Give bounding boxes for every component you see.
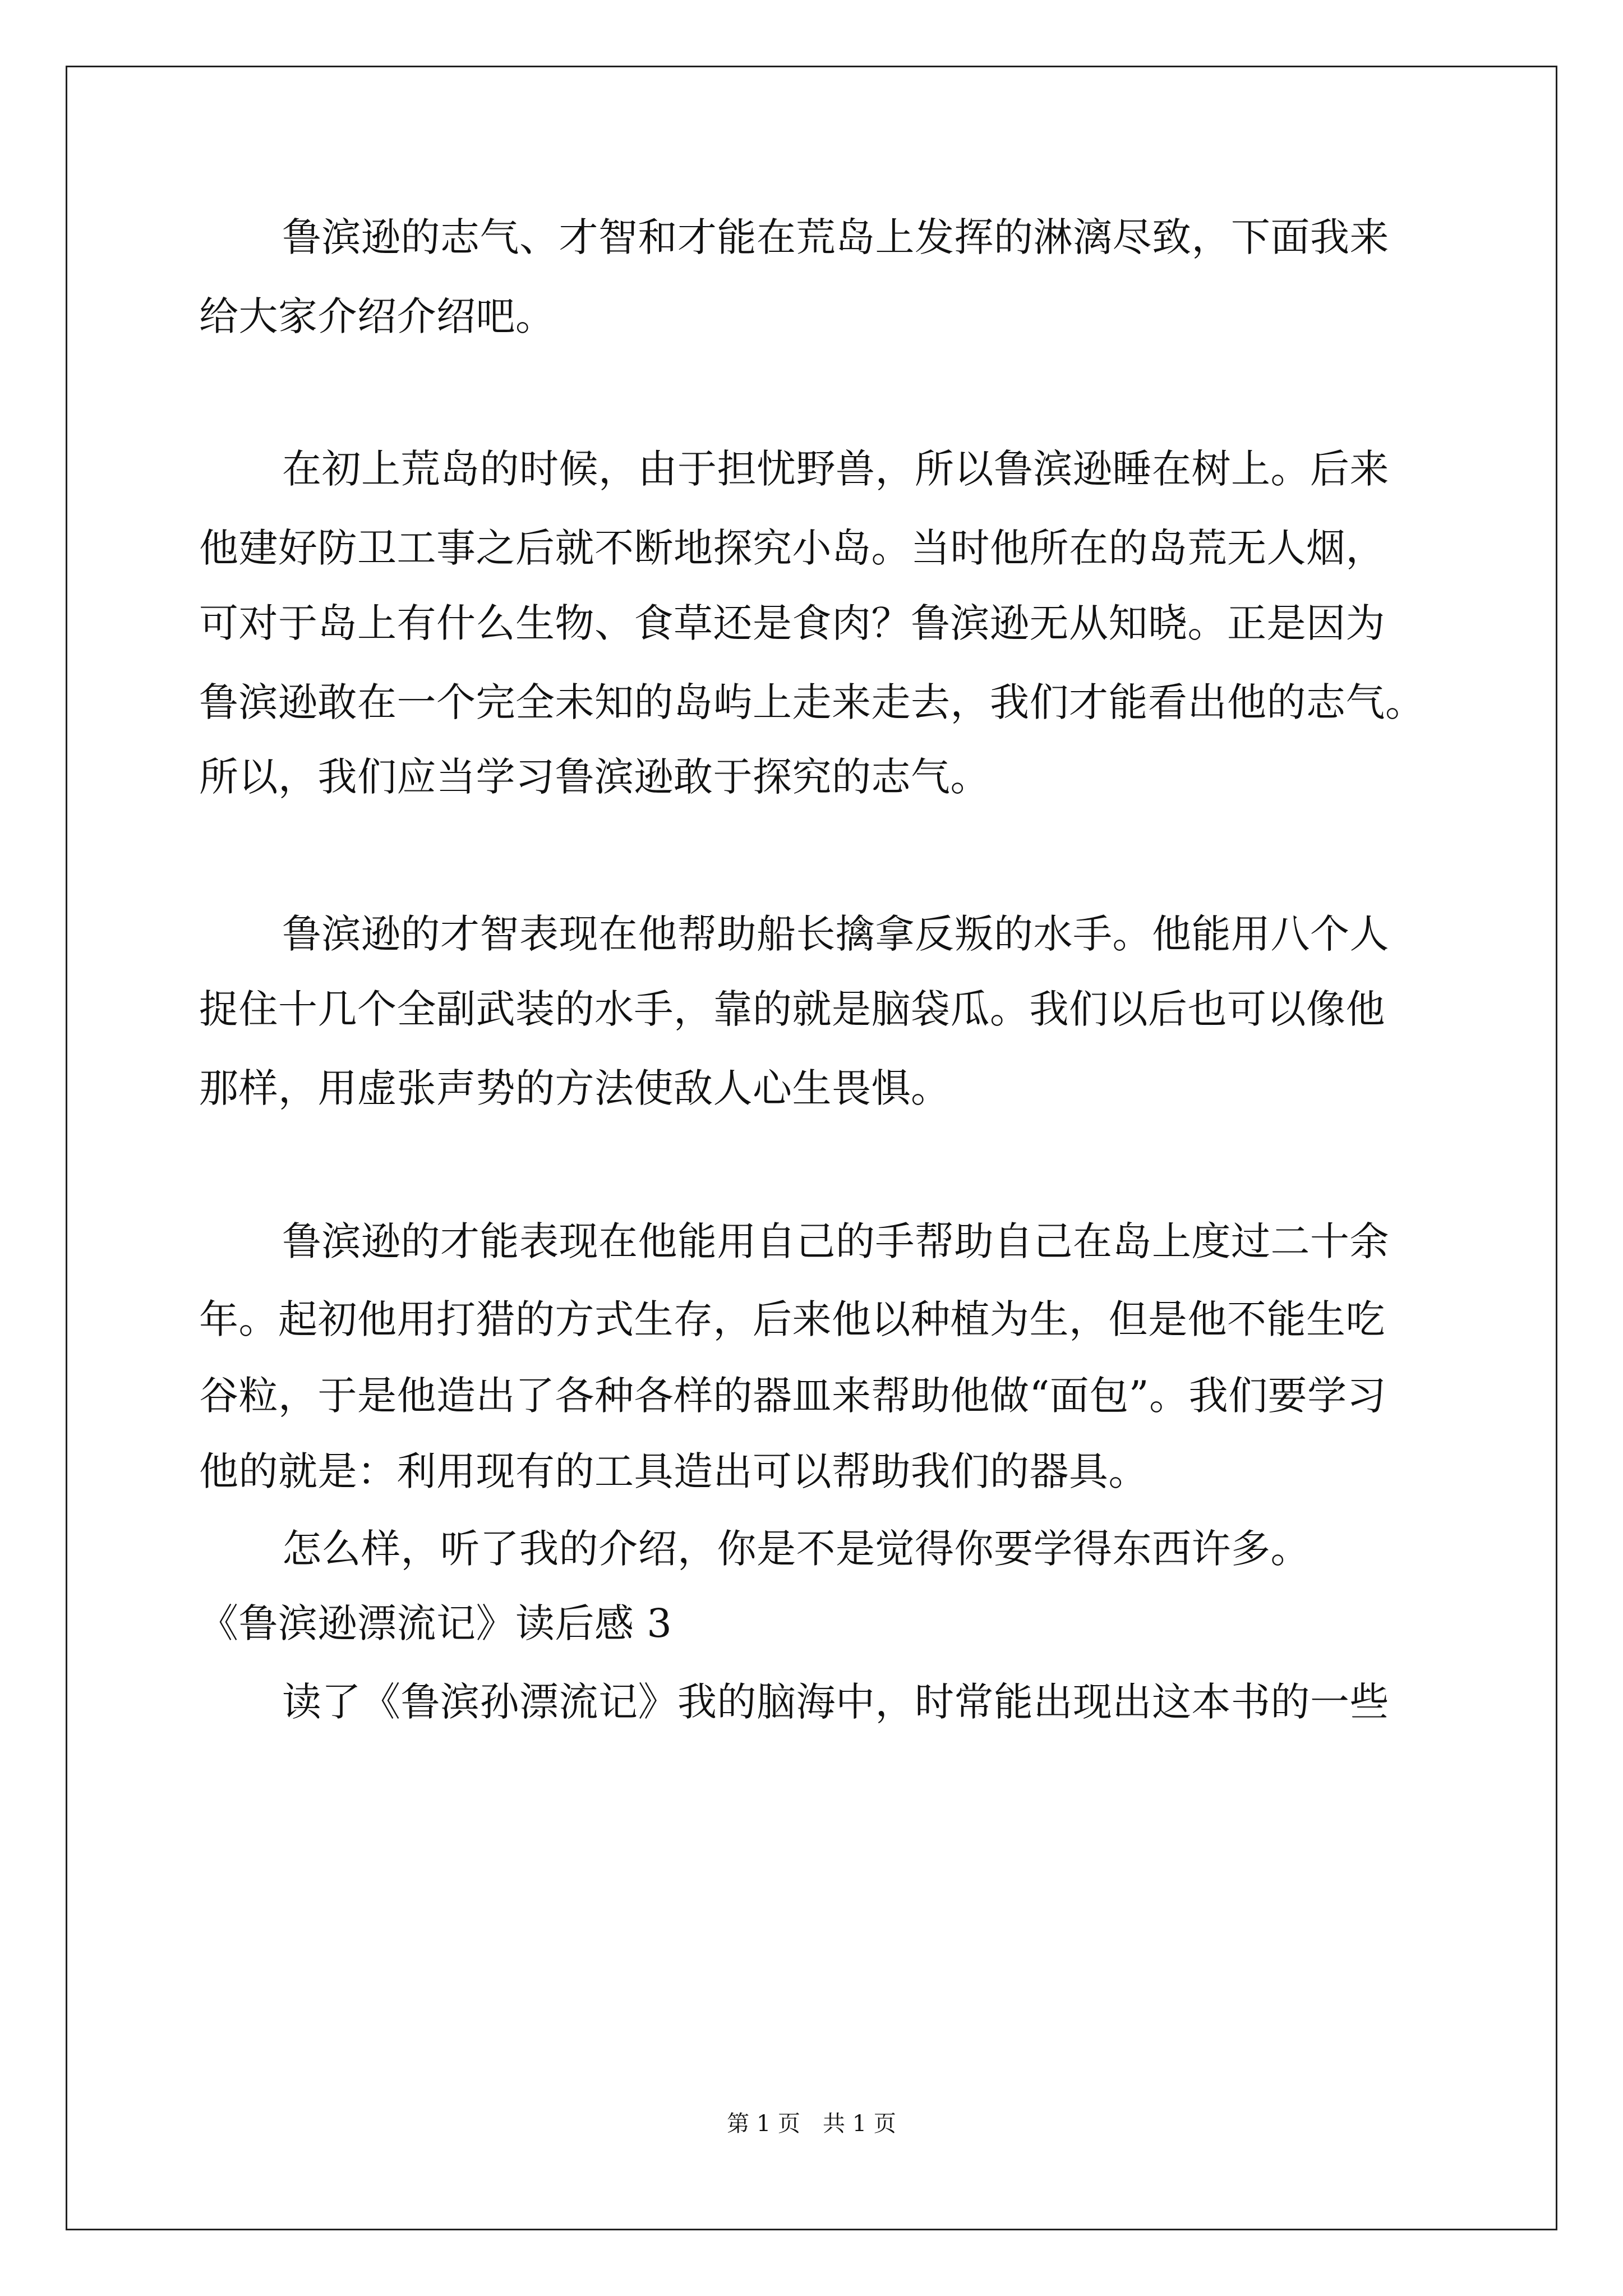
paragraph-2-line-2: 他建好防卫工事之后就不断地探究小岛。当时他所在的岛荒无人烟， [199,525,1385,571]
paragraph-2-line-4: 鲁滨逊敢在一个完全未知的岛屿上走来走去，我们才能看出他的志气。 [199,679,1425,725]
paragraph-3-line-3: 那样，用虚张声势的方法使敌人心生畏惧。 [199,1065,951,1111]
paragraph-1-line-2: 给大家介绍介绍吧。 [199,293,555,339]
paragraph-4-line-1: 鲁滨逊的才能表现在他能用自己的手帮助自己在岛上度过二十余 [282,1218,1389,1264]
paragraph-3-line-2: 捉住十几个全副武装的水手，靠的就是脑袋瓜。我们以后也可以像他 [199,986,1385,1032]
page-footer [0,2113,1623,2135]
paragraph-4-line-2: 年。起初他用打猎的方式生存，后来他以种植为生，但是他不能生吃 [199,1296,1385,1342]
paragraph-5-line-1: 怎么样，听了我的介绍，你是不是觉得你要学得东西许多。 [282,1526,1310,1572]
page-number: 第 1 页 [727,2111,800,2137]
paragraph-3-line-1: 鲁滨逊的才智表现在他帮助船长擒拿反叛的水手。他能用八个人 [282,911,1389,957]
section-heading: 《鲁滨逊漂流记》读后感 3 [199,1600,672,1646]
paragraph-4-line-4: 他的就是：利用现有的工具造出可以帮助我们的器具。 [199,1448,1148,1494]
paragraph-6-line-1: 读了《鲁滨孙漂流记》我的脑海中，时常能出现出这本书的一些 [282,1679,1389,1725]
paragraph-1-line-1: 鲁滨逊的志气、才智和才能在荒岛上发挥的淋漓尽致，下面我来 [282,214,1389,260]
page-border [66,66,1557,2230]
page-total: 共 1 页 [823,2111,896,2137]
paragraph-4-line-3: 谷粒，于是他造出了各种各样的器皿来帮助他做“面包”。我们要学习 [199,1373,1387,1419]
paragraph-2-line-1: 在初上荒岛的时候，由于担忧野兽，所以鲁滨逊睡在树上。后来 [282,446,1389,492]
paragraph-2-line-3: 可对于岛上有什么生物、食草还是食肉？鲁滨逊无从知晓。正是因为 [199,600,1385,646]
paragraph-2-line-5: 所以，我们应当学习鲁滨逊敢于探究的志气。 [199,754,990,800]
